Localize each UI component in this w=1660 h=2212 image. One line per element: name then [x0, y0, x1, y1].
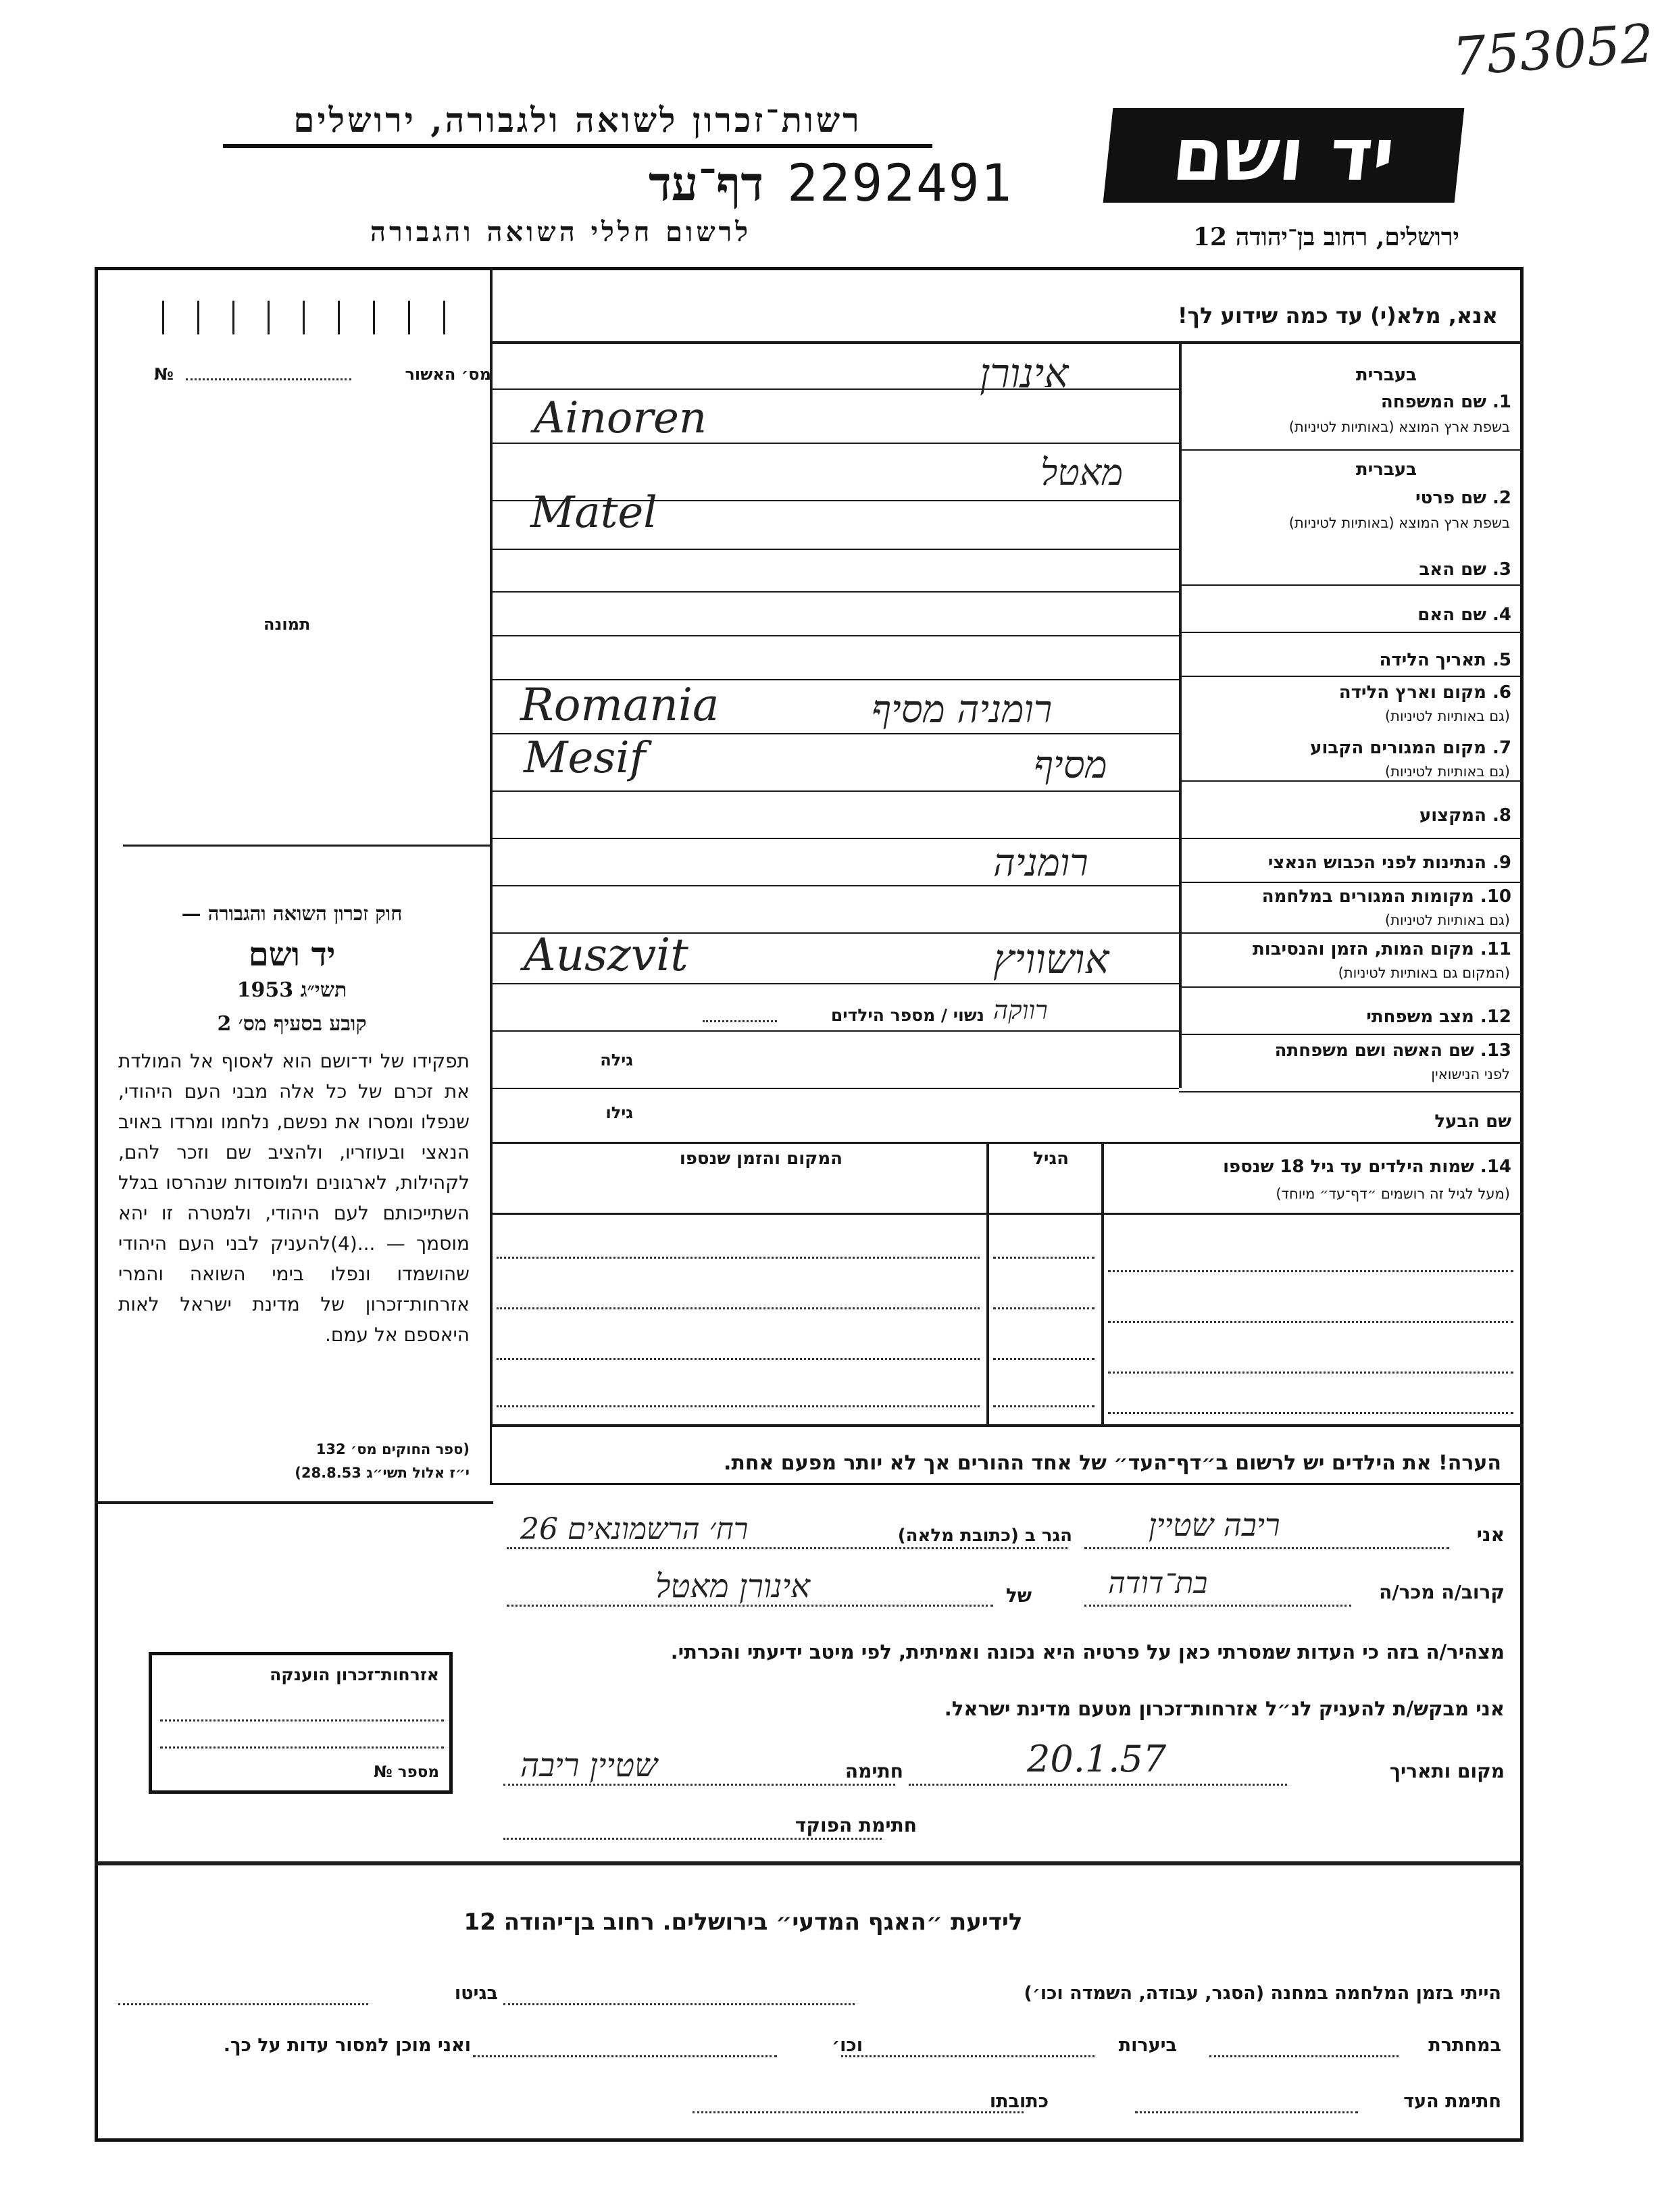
citizenship-box: [149, 1652, 453, 1794]
declarant-signature: שטיין ריבה: [520, 1746, 658, 1784]
declaration-of-label: של: [1005, 1584, 1032, 1607]
field-13-sublabel: לפני הנישואין: [1431, 1066, 1510, 1082]
field-2-text: שם פרטי: [1415, 488, 1486, 508]
field-12-married-label: נשוי / מספר הילדים: [830, 1005, 984, 1025]
field-13-text: שם האשה ושם משפחתה: [1274, 1040, 1474, 1061]
field-11-sublabel: (המקום גם באותיות לטיניות): [1338, 965, 1510, 981]
field-8-label: [1419, 805, 1511, 826]
footer-camp-label: הייתי בזמן המלחמה במחנה (הסגר, עבודה, השמדה וכו׳): [1024, 1983, 1501, 2004]
footer-title: לידיעת ״האגף המדעי״ בירושלים. רחוב בן־יהודה 12: [463, 1909, 1023, 1936]
declaration-statement: מצהיר/ה בזה כי העדות שמסרתי כאן על פרטיה היא נכונה ואמיתית, לפי מיטב ידיעתי והכרתי.: [670, 1640, 1505, 1663]
field-2-hebrew-value: מאטל: [1040, 451, 1124, 494]
field-7-text: מקום המגורים הקבוע: [1310, 738, 1486, 758]
signature-label: חתימה: [845, 1760, 903, 1782]
field-1-label: [1381, 392, 1511, 412]
field-6-text: מקום וארץ הלידה: [1338, 682, 1486, 703]
note-text: הערה! את הילדים יש לרשום ב״דף־העד״ של אחד ההורים אך לא יותר מפעם אחת.: [724, 1451, 1501, 1475]
field-4-label: [1417, 605, 1511, 625]
citizenship-number-label: מספר №: [374, 1763, 439, 1781]
field-13-number: 13.: [1480, 1040, 1511, 1061]
footer-testimony-label: ואני מוכן למסור עדות על כך.: [223, 2035, 471, 2056]
declarant-address: רח׳ הרשמונאים 26: [520, 1512, 749, 1547]
field-13-husband-label: שם הבעל: [1434, 1111, 1511, 1132]
field-1-hebrew-value: אינורן: [980, 350, 1069, 397]
field-5-label: [1379, 650, 1511, 670]
field-10-label: [1262, 886, 1511, 907]
field-9-number: 9.: [1492, 853, 1511, 873]
field-7-number: 7.: [1492, 738, 1511, 758]
footer-underground-label: במחתרת: [1428, 2035, 1501, 2056]
field-11-number: 11.: [1480, 939, 1511, 959]
approval-number-suffix: №: [154, 365, 174, 384]
field-14-label: [1223, 1157, 1511, 1177]
photo-label: תמונה: [263, 615, 311, 634]
children-age-column: הגיל: [1033, 1149, 1069, 1169]
field-3-number: 3.: [1492, 559, 1511, 580]
field-4-text: שם האם: [1417, 605, 1486, 625]
field-10-number: 10.: [1480, 886, 1511, 907]
deceased-name: אינורן מאטל: [655, 1567, 811, 1605]
field-11-latin-value: Auszvit: [524, 929, 688, 981]
place-date-label: מקום ותאריך: [1389, 1760, 1505, 1782]
field-6-number: 6.: [1492, 682, 1511, 703]
field-8-text: המקצוע: [1419, 805, 1486, 826]
approval-number-label: מס׳ האשור: [405, 365, 491, 384]
declaration-request: אני מבקש/ת להעניק לנ״ל אזרחות־זכרון מטעם מדינת ישראל.: [944, 1697, 1505, 1720]
field-6-label: [1339, 682, 1511, 703]
field-2-label: [1415, 488, 1511, 508]
corner-reference-number: 753052: [1451, 13, 1656, 89]
field-13-wife-age-label: גילה: [600, 1051, 633, 1070]
law-reference-2: י״ז אלול תשי״ג 28.8.53): [295, 1465, 470, 1481]
field-6-latin-value: Romania: [520, 679, 720, 731]
field-6-sublabel: (גם באותיות לטיניות): [1384, 708, 1510, 724]
document-subtitle: לרשום חללי השואה והגבורה: [370, 216, 752, 248]
document-title: דף־עד: [648, 155, 763, 211]
law-name: יד ושם: [248, 936, 336, 974]
field-12-text: מצב משפחתי: [1366, 1007, 1474, 1027]
field-13-husband-age-label: גילו: [605, 1103, 633, 1122]
instruction-text: אנא, מלא(י) עד כמה שידוע לך!: [1177, 303, 1498, 328]
field-8-number: 8.: [1492, 805, 1511, 826]
field-9-label: [1268, 853, 1511, 873]
field-4-number: 4.: [1492, 605, 1511, 625]
field-9-text: הנתינות לפני הכבוש הנאצי: [1267, 853, 1486, 873]
header-address: ירושלים, רחוב בן־יהודה 12: [1192, 223, 1459, 251]
officer-signature-label: חתימת הפוקד: [795, 1814, 917, 1836]
field-3-text: שם האב: [1419, 559, 1486, 580]
field-11-text: מקום המות, הזמן והנסיבות: [1253, 939, 1474, 959]
law-year: תשי״ג 1953: [236, 978, 347, 1002]
field-14-sublabel: (מעל לגיל זה רושמים ״דף־עד״ מיוחד): [1276, 1186, 1510, 1202]
law-title: חוק זכרון השואה והגבורה —: [181, 902, 403, 925]
field-7-sublabel: (גם באותיות לטיניות): [1384, 763, 1510, 780]
children-place-column: המקום והזמן שנספו: [679, 1149, 842, 1169]
field-5-number: 5.: [1492, 650, 1511, 670]
field-12-label: [1366, 1007, 1511, 1027]
declaration-relative-label: קרוב/ה מכר/ה: [1379, 1581, 1505, 1603]
field-14-text: שמות הילדים עד גיל 18 שנספו: [1223, 1157, 1474, 1177]
footer-forests-label: ביערות: [1118, 2035, 1177, 2056]
field-5-text: תאריך הלידה: [1379, 650, 1486, 670]
yad-vashem-logo: יד ושם: [1103, 108, 1465, 203]
field-1-sublabel: בשפת ארץ המוצא (באותיות לטיניות): [1288, 419, 1510, 435]
law-text: תפקידו של יד־ושם הוא לאסוף אל המולדת את זכרם של כל אלה מבני העם היהודי, שנפלו ומסרו את נפשם, נלחמו ומרדו באויב הנאצי ובעוזריו, ולהציב שם וזכר להם, לקהילות, לארגונים ולמוסדות שנהרסו בגלל השתייכותם לעם היהודי, ולמטרה זו יהא מוסמך — ...(4)להעניק לבני העם היהודי שהושמדו ונפלו בימי השואה והמרי אזרחות־זכרון של מדינת ישראל לאות היאספם אל עמם.: [118, 1050, 470, 1346]
footer-ghetto-label: בגיטו: [454, 1983, 498, 2004]
field-13-label: [1275, 1040, 1511, 1061]
law-reference-1: (ספר החוקים מס׳ 132: [316, 1441, 470, 1457]
field-2-number: 2.: [1492, 488, 1511, 508]
declaration-resides-label: הגר ב (כתובת מלאה): [897, 1526, 1072, 1546]
field-2-sublabel: בשפת ארץ המוצא (באותיות לטיניות): [1288, 515, 1510, 531]
field-1-number: 1.: [1492, 392, 1511, 412]
declarant-name: ריבה שטיין: [1149, 1507, 1280, 1543]
field-7-hebrew-value: מסיף: [1034, 743, 1107, 787]
field-10-text: מקומות המגורים במלחמה: [1261, 886, 1474, 907]
field-9-value: רומניה: [993, 841, 1088, 885]
declaration-i-label: אני: [1476, 1524, 1505, 1546]
field-1-language: בעברית: [1355, 365, 1417, 385]
footer-etc-label: וכו׳: [832, 2035, 863, 2056]
law-clause: קובע בסעיף מס׳ 2: [217, 1012, 367, 1036]
field-10-sublabel: (גם באותיות לטיניות): [1384, 912, 1510, 928]
date-value: 20.1.57: [1027, 1738, 1167, 1780]
field-3-label: [1419, 559, 1511, 580]
citizenship-title: אזרחות־זכרון הוענקה: [270, 1665, 439, 1684]
field-2-language: בעברית: [1355, 459, 1417, 480]
document-number: 2292491: [787, 153, 1013, 213]
declarant-relation: בת־דודה: [1108, 1566, 1208, 1601]
footer-witness-address-label: כתובתו: [989, 2091, 1049, 2112]
field-14-number: 14.: [1480, 1157, 1511, 1177]
field-1-latin-value: Ainoren: [534, 393, 707, 443]
footer-witness-signature-label: חתימת העד: [1403, 2091, 1501, 2112]
tick-marks: [162, 301, 480, 334]
field-11-hebrew-value: אושוויץ: [993, 936, 1109, 983]
field-1-text: שם המשפחה: [1380, 392, 1486, 412]
field-6-hebrew-value: רומניה מסיף: [872, 688, 1053, 732]
field-12-number: 12.: [1480, 1007, 1511, 1027]
field-12-value: רווקה: [993, 995, 1048, 1025]
field-7-label: [1310, 738, 1511, 758]
field-2-latin-value: Matel: [530, 488, 657, 538]
field-7-latin-value: Mesif: [524, 733, 646, 783]
field-11-label: [1253, 939, 1511, 959]
organization-line: רשות־זכרון לשואה ולגבורה, ירושלים: [223, 100, 932, 148]
